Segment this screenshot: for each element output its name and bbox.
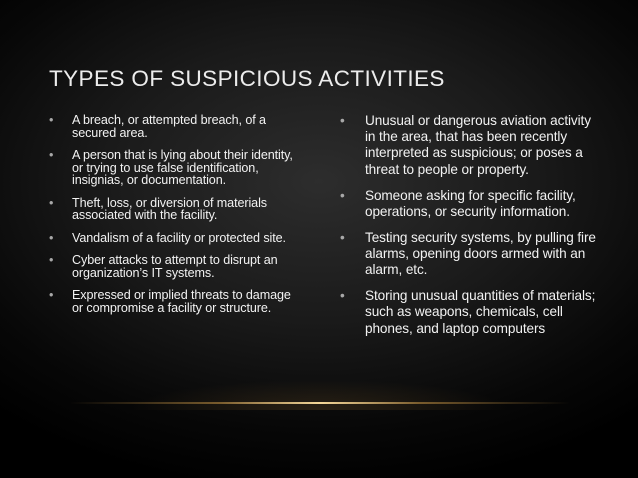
list-item-text: Theft, loss, or diversion of materials associated with the facility. [72,195,267,222]
bullet-icon: • [340,288,345,304]
list-item [49,254,301,279]
bullet-icon: • [49,288,54,302]
bullet-icon: • [49,253,54,267]
list-item-text: Unusual or dangerous aviation activity in the area, that has been recently interpreted as suspicious; or poses a threat to people or property. [365,113,591,177]
slide-title: TYPES OF SUSPICIOUS ACTIVITIES [49,66,445,91]
list-item-text: A person that is lying about their identity, or trying to use false identification, insignias, or documentation. [72,148,293,187]
bullet-icon: • [49,113,54,127]
list-item [49,114,301,139]
list-item-text: Someone asking for specific facility, operations, or security information. [365,187,576,219]
bullet-icon: • [49,230,54,245]
list-item [49,289,301,314]
bullet-icon: • [340,229,345,245]
list-item [338,230,600,279]
bullet-icon: • [49,195,54,210]
floor-highlight-line [70,402,570,404]
list-item [49,197,301,222]
list-item-text: Storing unusual quantities of materials; such as weapons, chemicals, cell phones, and laptop computers [365,288,596,336]
list-item [338,288,600,337]
list-item [338,188,600,220]
bullet-icon: • [340,113,345,128]
list-item [49,232,301,245]
right-bullet-list [338,113,600,347]
list-item-text: A breach, or attempted breach, of a secured area. [72,113,266,140]
left-bullet-list [49,114,301,324]
bullet-icon: • [49,148,54,162]
list-item-text: Vandalism of a facility or protected site. [72,230,286,245]
list-item-text: Expressed or implied threats to damage or compromise a facility or structure. [72,288,291,315]
list-item [49,149,301,187]
list-item-text: Cyber attacks to attempt to disrupt an organization’s IT systems. [72,253,278,280]
list-item-text: Testing security systems, by pulling fire alarms, opening doors armed with an alarm, etc. [365,229,596,278]
list-item [338,113,600,178]
bullet-icon: • [340,187,345,203]
